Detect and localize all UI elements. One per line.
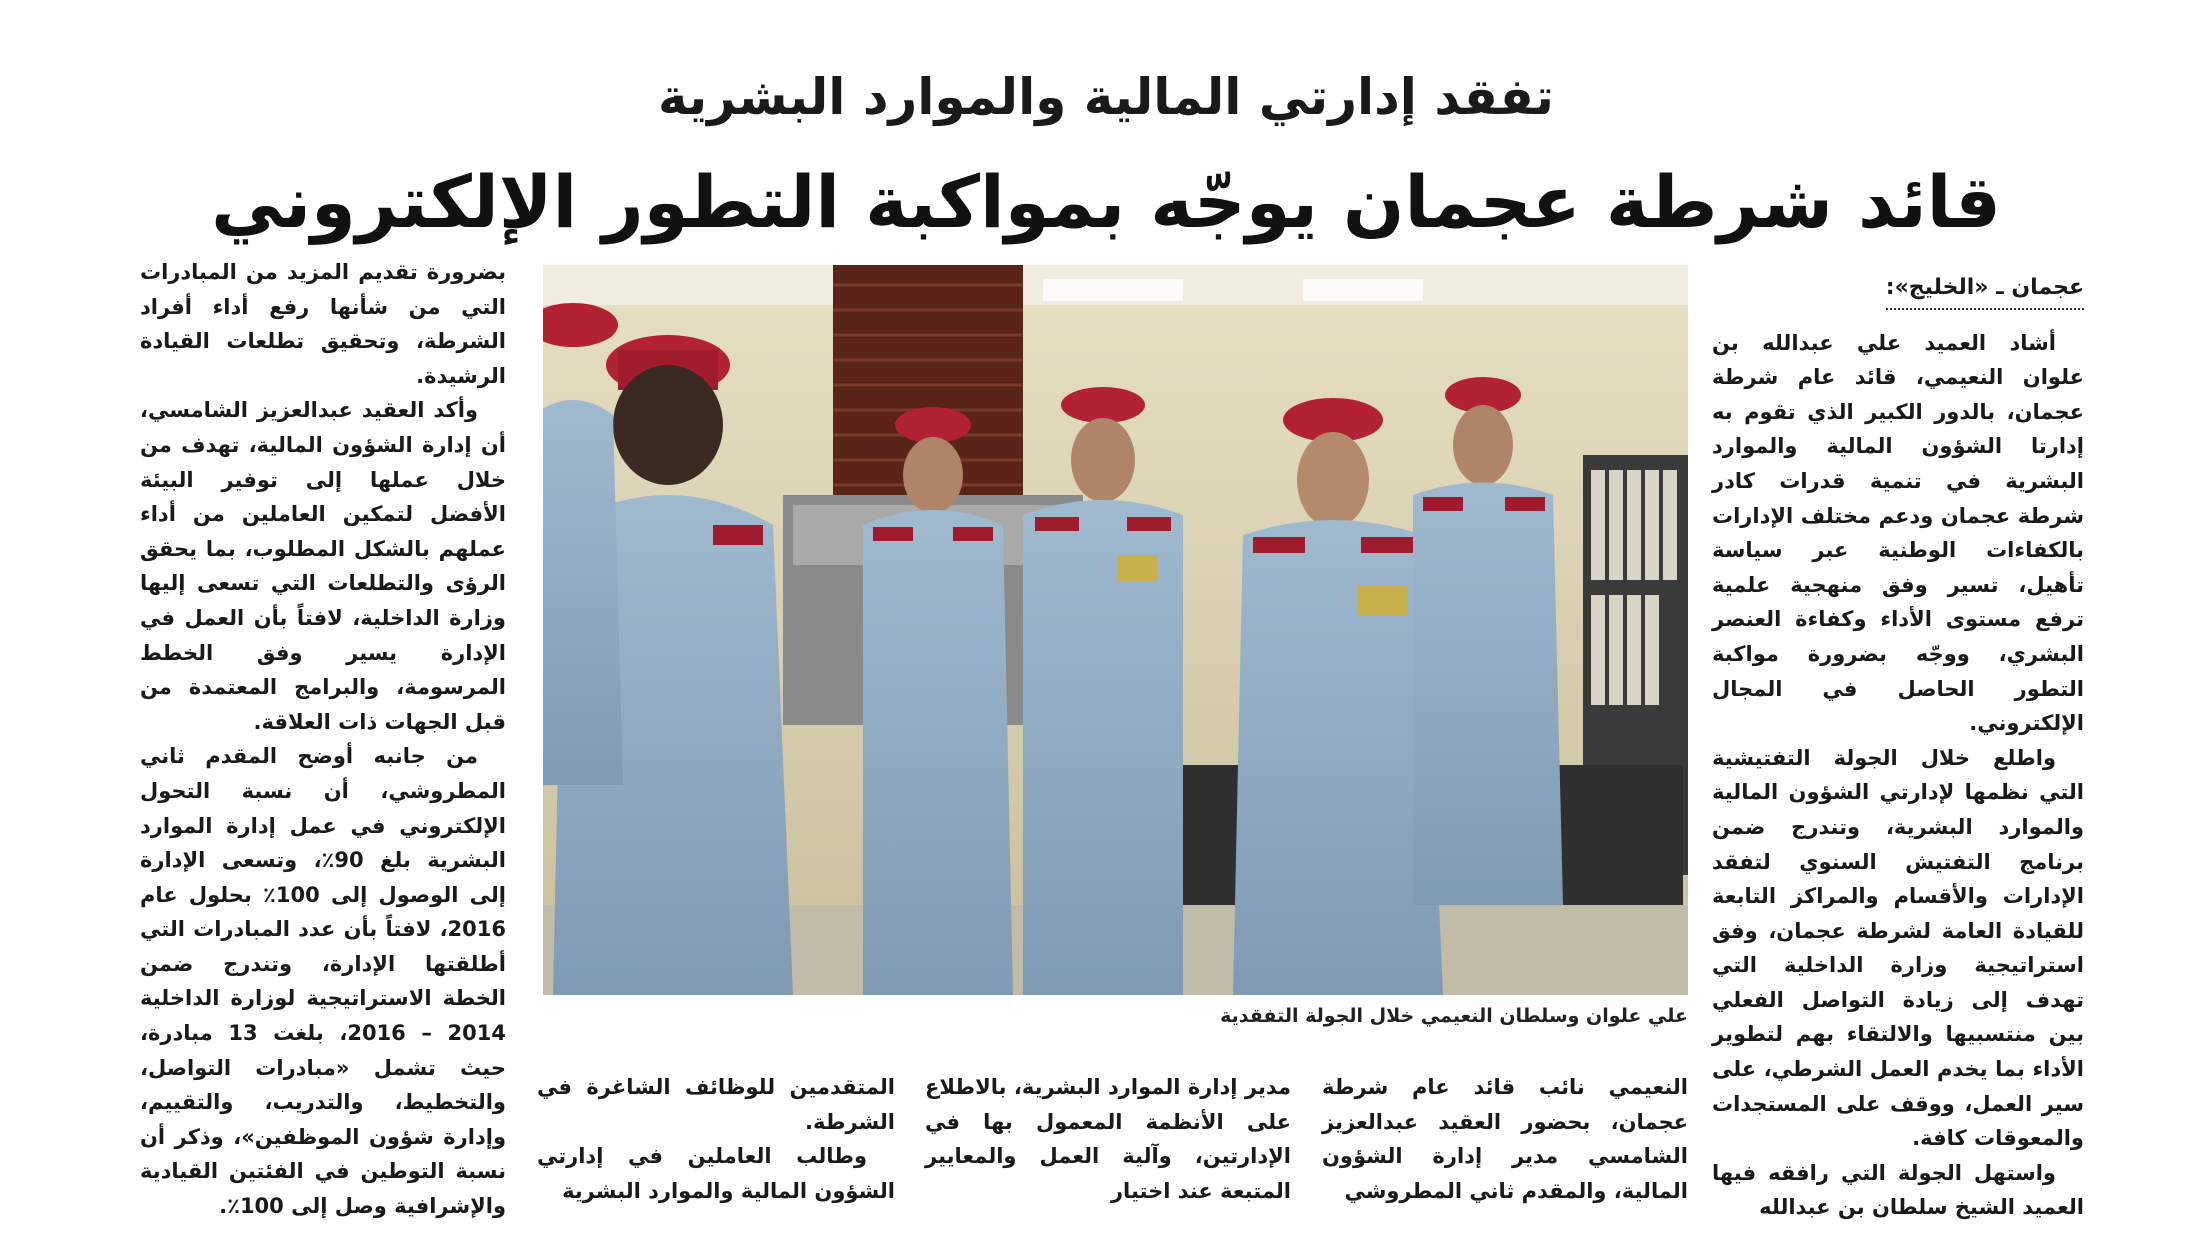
- paragraph: وطالب العاملين في إدارتي الشؤون المالية والموارد البشرية: [537, 1144, 895, 1203]
- paragraph: بضرورة تقديم المزيد من المبادرات التي من شأنها رفع أداء أفراد الشرطة، وتحقيق تطلعات القيادة الرشيدة.: [140, 260, 506, 388]
- dateline: عجمان ـ «الخليج»:: [1886, 271, 2084, 310]
- paragraph: المتقدمين للوظائف الشاغرة في الشرطة.: [537, 1075, 895, 1134]
- paragraph: مدير إدارة الموارد البشرية، بالاطلاع على الأنظمة المعمول بها في الإدارتين، وآلية العمل والمعايير المتبعة عند اختيار: [925, 1075, 1291, 1203]
- paragraph: واطلع خلال الجولة التفتيشية التي نظمها لإدارتي الشؤون المالية والموارد البشرية، وتندرج ضمن برنامج التفتيش السنوي لتفقد الإدارات والأقسام والمراكز التابعة للقيادة العامة لشرطة عجمان، وفق استراتيجية وزارة الداخلية التي تهدف إلى زيادة التواصل الفعلي بين منتسبيها والالتقاء بهم لتطوير الأداء بما يخدم العمل الشرطي، على سير العمل، ووقف على المستجدات والمعوقات كافة.: [1712, 745, 2084, 1151]
- photo-caption: علي علوان وسلطان النعيمي خلال الجولة التفقدية: [1220, 1005, 1688, 1027]
- main-headline: قائد شرطة عجمان يوجّه بمواكبة التطور الإلكتروني: [211, 160, 2001, 244]
- column-bottom-2: [925, 1070, 1291, 1220]
- sub-headline: تفقد إدارتي المالية والموارد البشرية: [658, 68, 1554, 126]
- paragraph: وأكد العقيد عبدالعزيز الشامسي، أن إدارة الشؤون المالية، تهدف من خلال عملها إلى توفير البيئة الأفضل لتمكين العاملين من أداء عملهم بالشكل المطلوب، بما يحقق الرؤى والتطلعات التي تسعى إليها وزارة الداخلية، لافتاً بأن العمل في الإدارة يسير وفق الخطط المرسومة، والبرامج المعتمدة من قبل الجهات ذات العلاقة.: [140, 398, 506, 734]
- column-bottom-3: [537, 1070, 895, 1220]
- paragraph: من جانبه أوضح المقدم ثاني المطروشي، أن نسبة التحول الإلكتروني في عمل إدارة الموارد البشرية بلغ 90٪، وتسعى الإدارة إلى الوصول إلى 100٪ بحلول عام 2016، لافتاً بأن عدد المبادرات التي أطلقتها الإدارة، وتندرج ضمن الخطة الاستراتيجية لوزارة الداخلية 2014 – 2016، بلغت 13 مبادرة، حيث تشمل «مبادرات التواصل، والتخطيط، والتدريب، والتقييم، وإدارة شؤون الموظفين»، وذكر أن نسبة التوطين في الفئتين القيادية والإشرافية وصل إلى 100٪.: [140, 744, 506, 1219]
- officers-photo-illustration: [543, 265, 1688, 995]
- paragraph: واستهل الجولة التي رافقه فيها العميد الشيخ سلطان بن عبدالله: [1712, 1160, 2084, 1220]
- column-bottom-1: [1322, 1070, 1688, 1220]
- news-photo: [543, 265, 1688, 995]
- column-right: [1712, 270, 2084, 1220]
- paragraph: النعيمي نائب قائد عام شرطة عجمان، بحضور العقيد عبدالعزيز الشامسي مدير إدارة الشؤون المالية، والمقدم ثاني المطروشي: [1322, 1075, 1688, 1203]
- column-left: [140, 255, 506, 1219]
- paragraph: أشاد العميد علي عبدالله بن علوان النعيمي، قائد عام شرطة عجمان، بالدور الكبير الذي تقوم به إدارتا الشؤون المالية والموارد البشرية في تنمية قدرات كادر شرطة عجمان ودعم مختلف الإدارات بالكفاءات الوطنية عبر سياسة تأهيل، تسير وفق منهجية علمية ترفع مستوى الأداء وكفاءة العنصر البشري، ووجّه بضرورة مواكبة التطور الحاصل في المجال الإلكتروني.: [1712, 330, 2084, 736]
